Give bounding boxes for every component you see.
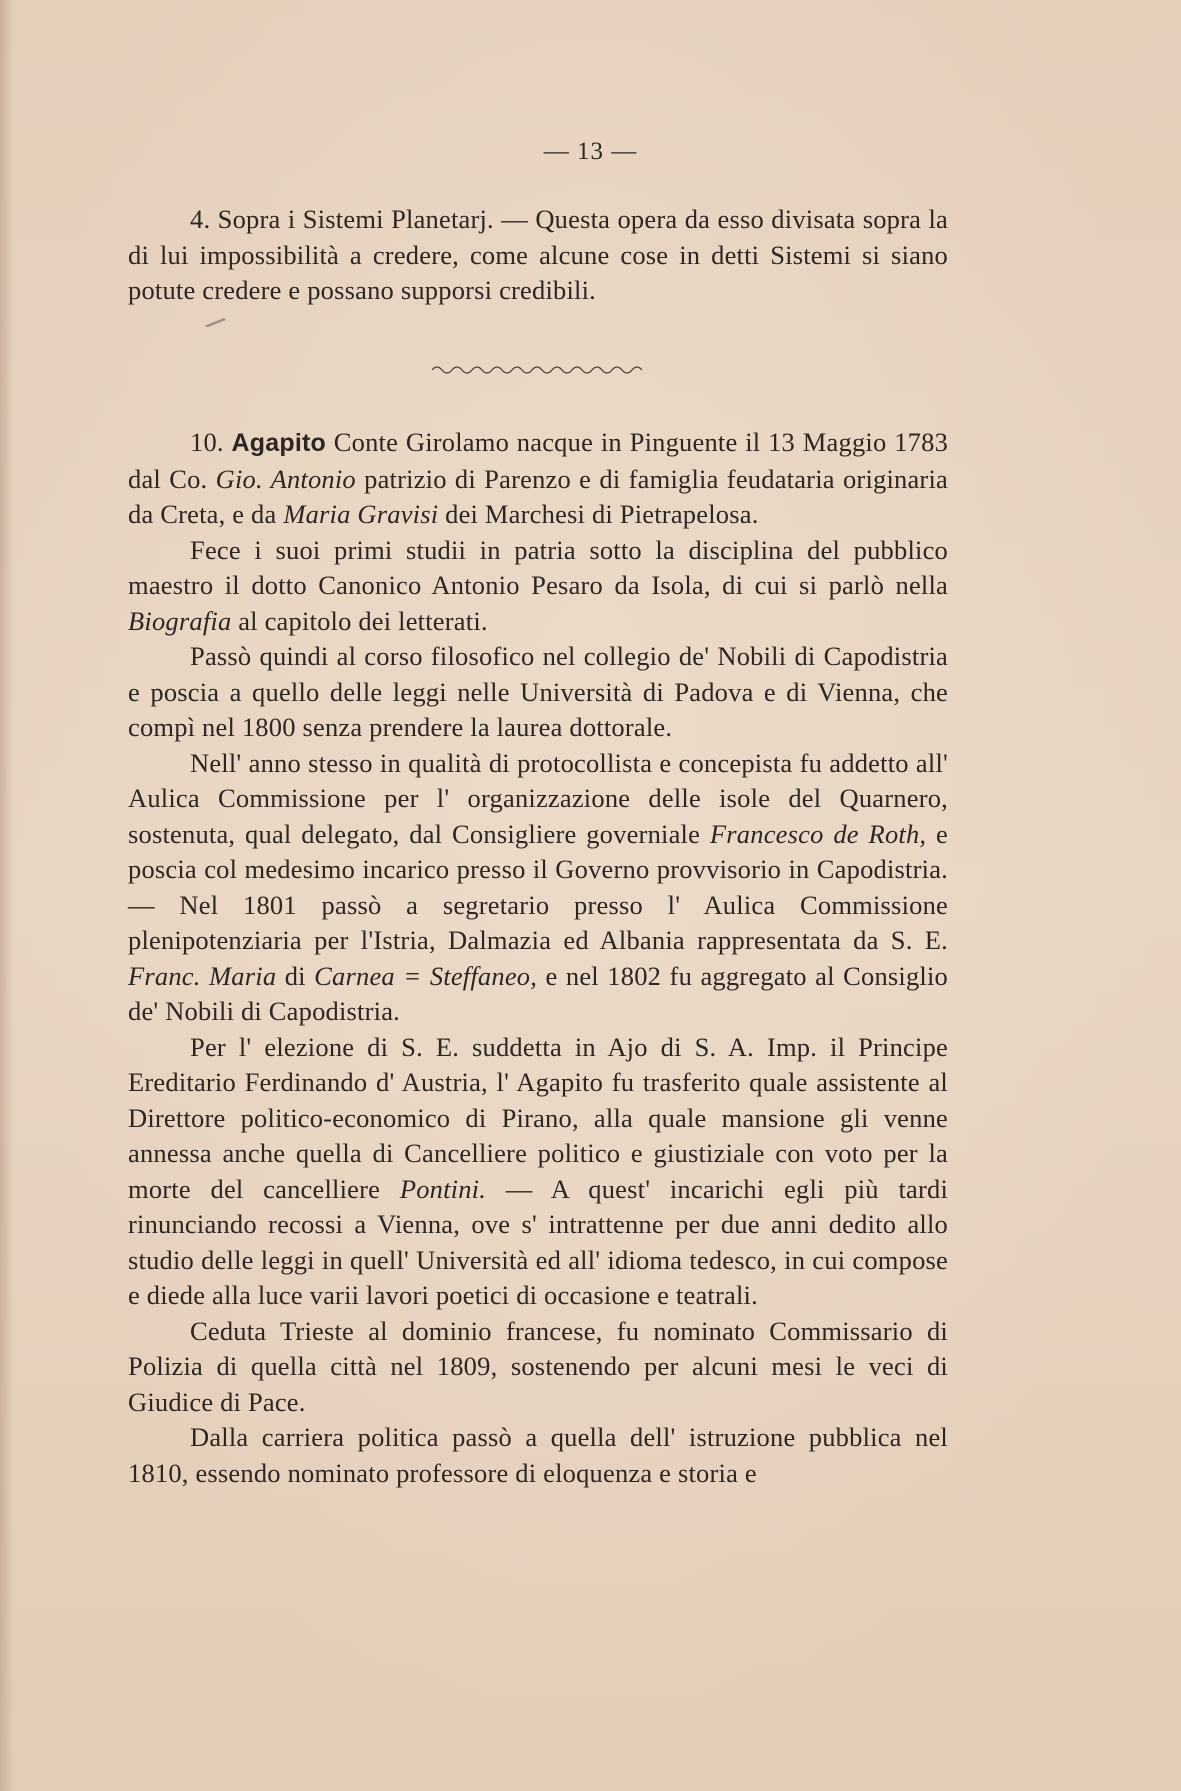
paragraph-text: e nel 1802 fu aggregato al Consiglio de' Nobili di Capodistria. bbox=[128, 960, 948, 1026]
paragraph-text: Per l' elezione di S. E. suddetta in Ajo di S. A. Imp. il Principe Ereditario Ferdinando d' Austria, l' Agapito fu trasferito quale assistente al Direttore politico-economico di Pirano, alla quale mansione gli venne annessa anche quella di Cancelliere politico e giustiziale con voto per la morte del cancelliere bbox=[128, 1031, 948, 1204]
entry-10-paragraph-1 bbox=[128, 425, 948, 533]
entry-10-paragraph-5 bbox=[128, 1030, 948, 1314]
pencil-mark-icon bbox=[202, 316, 228, 328]
item-4-text: 4. Sopra i Sistemi Planetarj. — Questa opera da esso divisata sopra la di lui impossibilità a credere, come alcune cose in detti Sistemi si siano potute credere e possano supporsi credibili. bbox=[128, 204, 948, 305]
paragraph-text: di bbox=[284, 960, 306, 991]
entry-10-biography bbox=[128, 425, 948, 1491]
italic-name: Franc. Maria bbox=[128, 960, 277, 991]
item-4-paragraph bbox=[128, 202, 948, 309]
entry-10-paragraph-4 bbox=[128, 746, 948, 1030]
italic-name: Gio. Antonio bbox=[215, 463, 356, 494]
italic-name: Maria Gravisi bbox=[283, 499, 439, 529]
entry-10-paragraph-2 bbox=[128, 533, 948, 640]
paragraph-text: Conte Girolamo nacque in Pinguente il 13 Maggio 1783 dal Co. bbox=[128, 427, 949, 494]
paragraph-text: Fece i suoi primi studii in patria sotto la disciplina del pubblico maestro il dotto Canonico Antonio Pesaro da Isola, di cui si parlò nella bbox=[128, 534, 948, 600]
paragraph-text: — A quest' incarichi egli più tardi rinunciando recossi a Vienna, ove s' intrattenne per due anni dedito allo studio delle leggi in quell' Università ed all' idioma tedesco, in cui compose e diede alla luce varii lavori poetici di occasione e teatrali. bbox=[128, 1173, 949, 1310]
paragraph-text: dei Marchesi di Pietrapelosa. bbox=[445, 499, 759, 529]
italic-name: Carnea = Steffaneo, bbox=[314, 960, 538, 991]
paragraph-text: al capitolo dei letterati. bbox=[238, 605, 488, 636]
paragraph-text: Nell' anno stesso in qualità di protocollista e concepista fu addetto all' Aulica Commissione per l' organizzazione delle isole del Quarnero, sostenuta, qual delegato, dal Consigliere governiale bbox=[128, 747, 948, 849]
entry-10-paragraph-3: Passò quindi al corso filosofico nel collegio de' Nobili di Capodistria e poscia a quello delle leggi nelle Università di Padova e di Vienna, che compì nel 1800 senza prendere la laurea dottorale. bbox=[128, 641, 948, 742]
entry-10-paragraph-7: Dalla carriera politica passò a quella dell' istruzione pubblica nel 1810, essendo nominato professore di eloquenza e storia e bbox=[128, 1422, 948, 1488]
page-number: — 13 — bbox=[543, 138, 638, 165]
italic-name: Pontini. bbox=[399, 1173, 487, 1204]
paragraph-text: e poscia col medesimo incarico presso il Governo provvisorio in Capodistria. — Nel 1801 passò a segretario presso l' Aulica Commissione plenipotenziaria per l'Istria, Dalmazia ed Albania rappresentata da S. E. bbox=[128, 818, 949, 955]
italic-title: Biografia bbox=[128, 605, 232, 636]
wavy-divider bbox=[432, 364, 644, 376]
entry-name: Agapito bbox=[231, 429, 326, 457]
page-edge-shadow bbox=[0, 0, 14, 1791]
entry-number: 10. bbox=[190, 427, 224, 457]
italic-name: Francesco de Roth, bbox=[709, 818, 927, 849]
entry-10-paragraph-6: Ceduta Trieste al dominio francese, fu nominato Commissario di Polizia di quella città nel 1809, sostenendo per alcuni mesi le veci di Giudice di Pace. bbox=[128, 1315, 948, 1417]
paragraph-text: patrizio di Parenzo e di famiglia feudataria originaria da Creta, e da bbox=[128, 463, 948, 529]
